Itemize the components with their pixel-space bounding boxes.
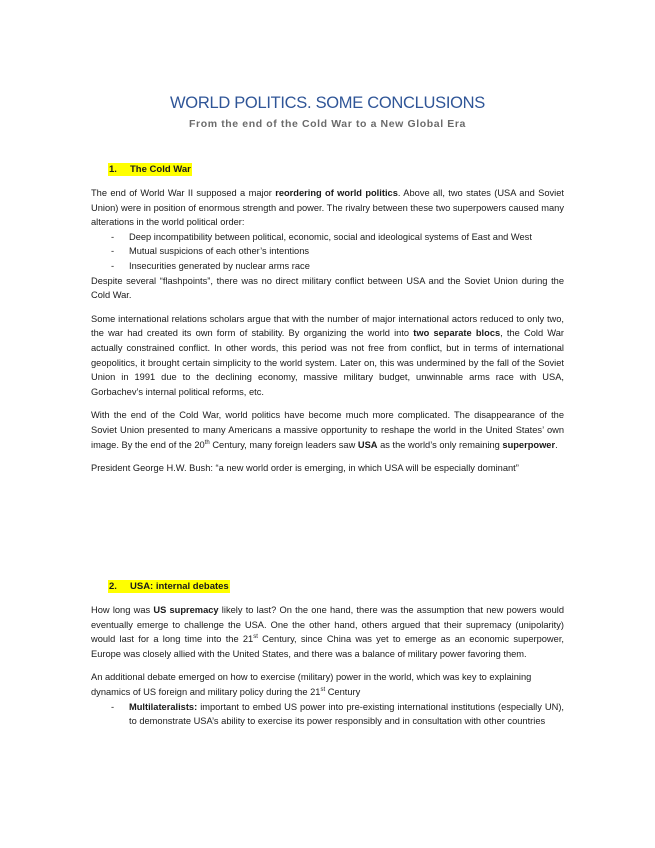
heading-highlight (108, 580, 230, 593)
dash-bullet: - (111, 260, 115, 271)
text: An additional debate emerged on how to exercise (military) power in the world, which was key to explaining dynamics of US foreign and military policy during the 21 (91, 672, 532, 697)
section-title: The Cold War (130, 164, 191, 175)
bold-text: USA (357, 439, 378, 450)
bold-text: US supremacy (153, 605, 219, 615)
text: Some international relations scholars argue that with the number of major international actors reduced to only two, the war had created its own form of stability. By organizing the world into (91, 313, 564, 339)
section-title: USA: internal debates (130, 581, 229, 592)
text: likely to last? On the one hand, there was the assumption that new powers would eventually emerge to challenge the USA. One the other hand, others argued that their supremacy (unipolarity) would last for a long time into the 21 (91, 605, 564, 645)
paragraph (91, 603, 564, 661)
list-item-text: Insecurities generated by nuclear arms race (129, 260, 310, 271)
list-item-text: Mutual suspicions of each other’s intentions (129, 246, 310, 257)
text: . Above all, two states (USA and Soviet Union) were in position of enormous strength and power. The rivalry between these two superpowers caused many alterations in the world political order: (91, 188, 564, 228)
paragraph (91, 670, 564, 699)
dash-bullet: - (111, 246, 115, 257)
superscript: th (204, 439, 210, 446)
text: How long was (91, 605, 154, 615)
list-item (91, 244, 564, 259)
section-usa-debates-body (91, 603, 564, 729)
list-item-text: Deep incompatibility between political, economic, social and ideological systems of East and West (129, 231, 532, 242)
bold-text: Multilateralists: (129, 701, 198, 712)
document-title: WORLD POLITICS. SOME CONCLUSIONS (170, 94, 485, 112)
text: The end of World War II supposed a major (91, 188, 276, 198)
text: as the world’s only remaining (377, 439, 503, 450)
list-item (91, 700, 564, 729)
text: Century (325, 686, 361, 697)
bullet-list (91, 230, 564, 274)
text: . (555, 439, 558, 450)
list-item (91, 230, 564, 245)
section-cold-war-body (91, 186, 564, 476)
text: With the end of the Cold War, world politics have become much more complicated. The disappearance of the Soviet Union presented to many Americans a massive opportunity to reshape the world in the United States’ own image. By the end of the 20 (91, 410, 564, 450)
paragraph (91, 408, 564, 452)
dash-bullet: - (111, 701, 115, 712)
section-number: 1. (109, 164, 117, 175)
bold-text: reordering of world politics (275, 188, 398, 198)
text: , the Cold War actually constrained conflict. In other words, this period was not free from conflict, but in terms of international geopolitics, it brought certain simplicity to the world system. Later on, this was undermined by the fall of the Soviet Union in 1991 due to the declining economy, massive military budget, unwinnable arms race with USA, Gorbachev’s internal political reforms, etc. (91, 328, 564, 397)
text: Century, many foreign leaders saw (209, 439, 358, 450)
paragraph: Despite several “flashpoints”, there was no direct military conflict between USA and the Soviet Union during the Cold War. (91, 275, 564, 301)
dash-bullet: - (111, 231, 115, 242)
bold-text: superpower (502, 439, 556, 450)
quote-paragraph: President George H.W. Bush: “a new world order is emerging, in which USA will be especially dominant” (91, 463, 519, 474)
heading-highlight (108, 163, 192, 176)
list-item-text: important to embed US power into pre-existing international institutions (especially UN), to demonstrate USA’s ability to exercise its power responsibly and in consultation with other countries (129, 701, 564, 727)
list-item (91, 259, 564, 274)
section-heading-cold-war (108, 164, 192, 175)
paragraph (91, 312, 564, 400)
document-subtitle: From the end of the Cold War to a New Global Era (189, 118, 466, 130)
bullet-list (91, 700, 564, 729)
paragraph (91, 186, 564, 230)
section-number: 2. (109, 581, 117, 592)
bold-text: two separate blocs (413, 328, 501, 339)
section-heading-usa-debates (108, 581, 230, 592)
superscript: st (320, 686, 326, 693)
superscript: st (253, 634, 258, 641)
text: Century, since China was yet to emerge as an economic superpower, Europe was closely allied with the United States, and there was a balance of military power favoring them. (91, 634, 564, 659)
